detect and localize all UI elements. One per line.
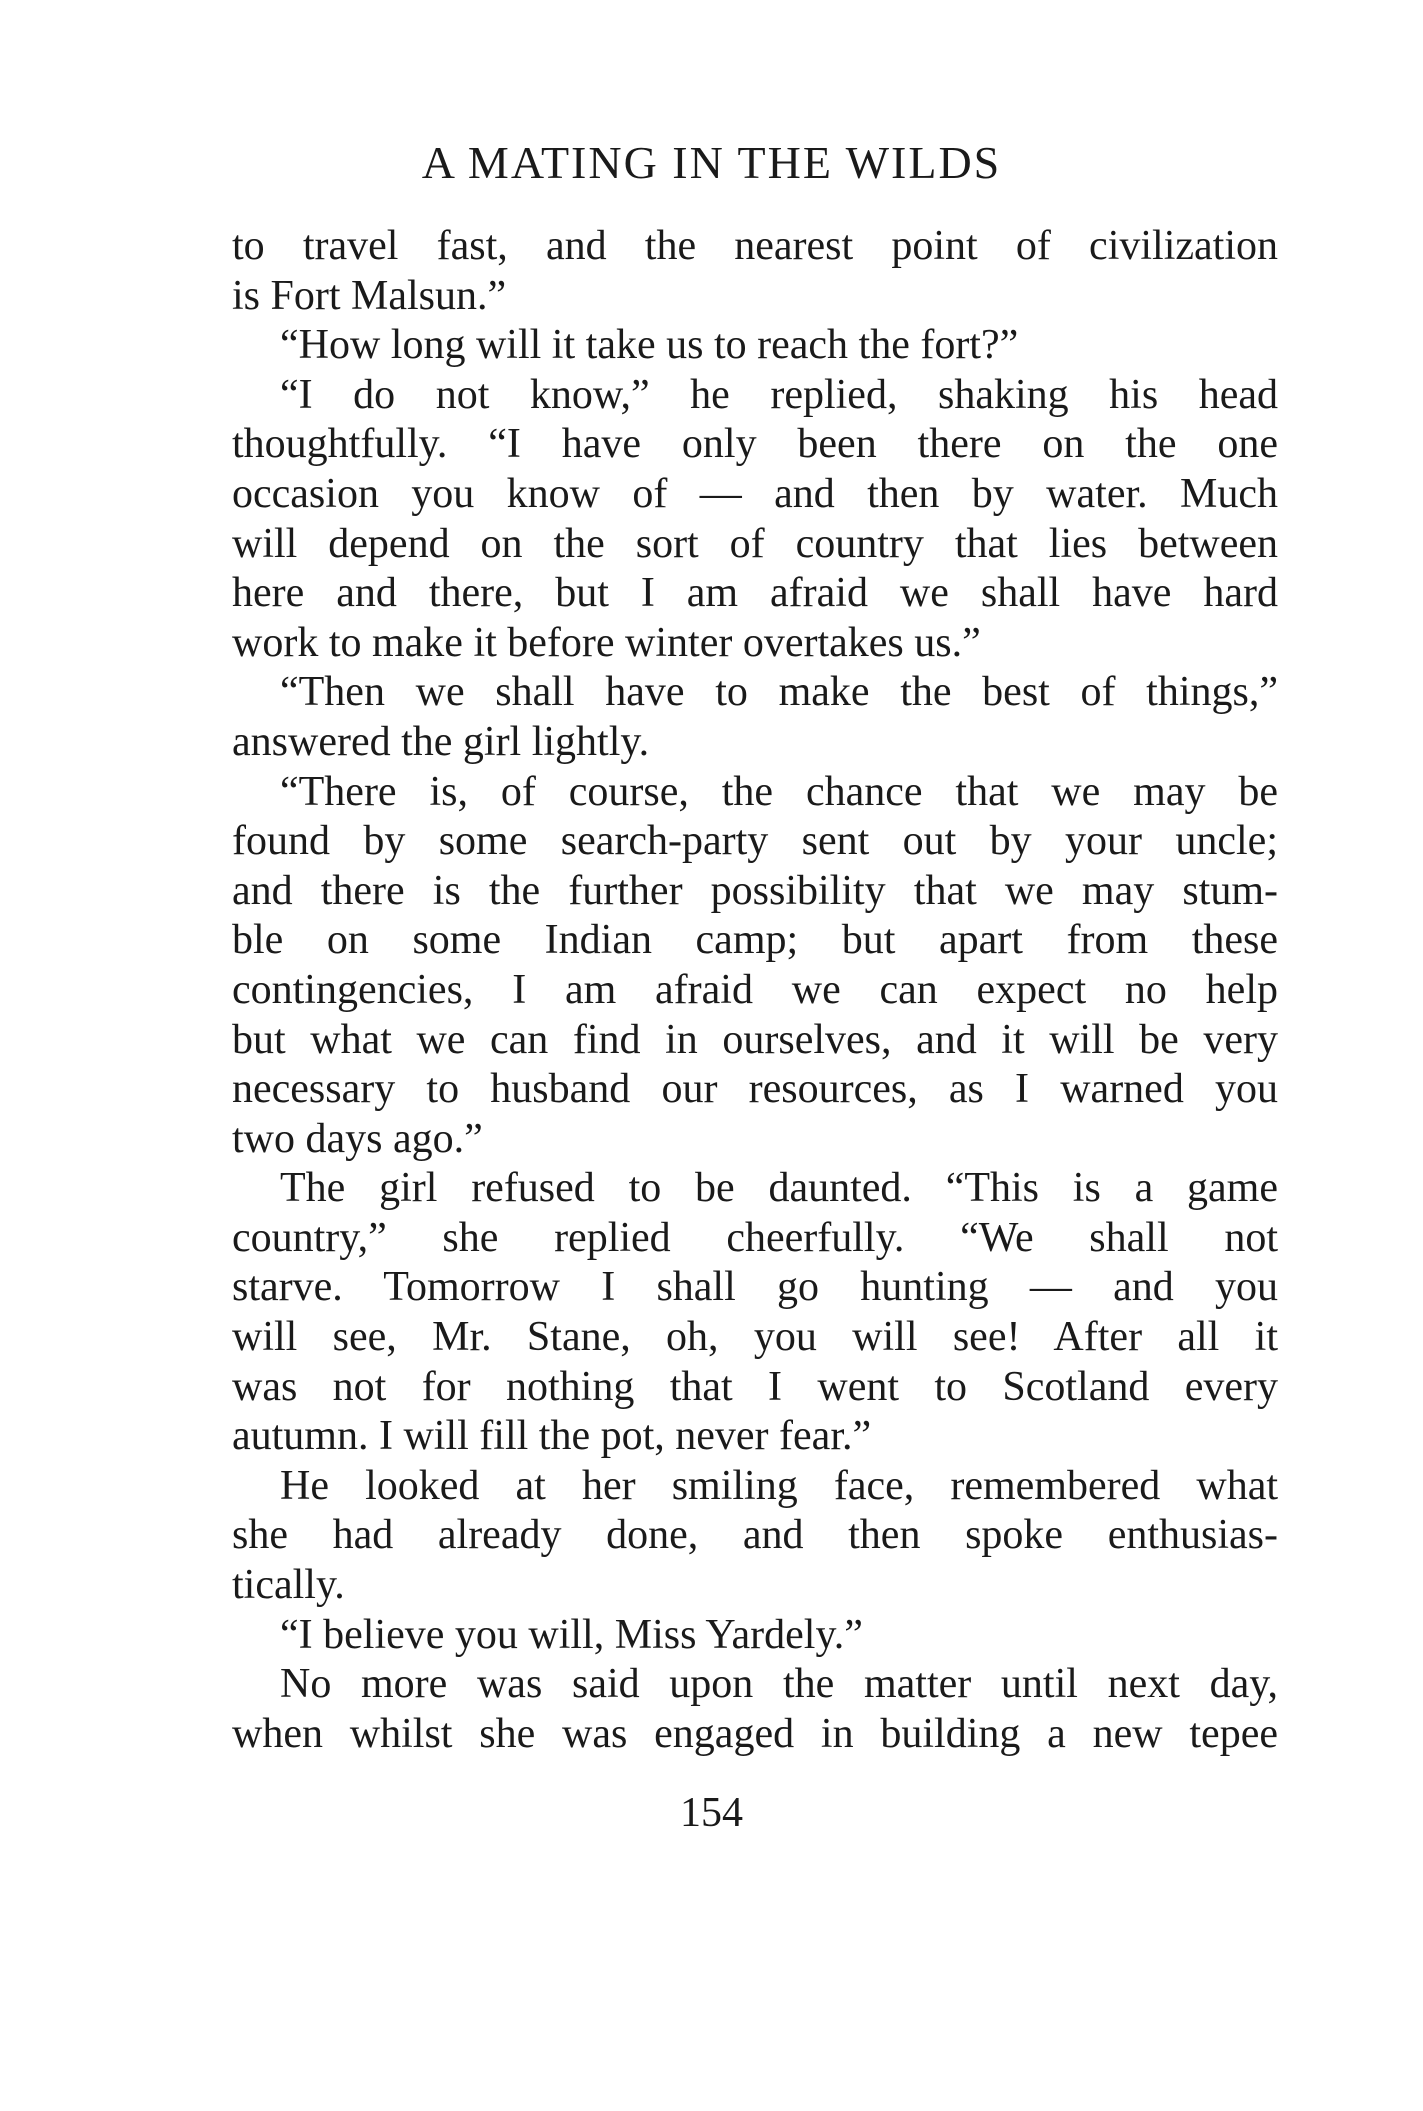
text-line: work to make it before winter overtakes us.” (232, 619, 981, 666)
page-number: 154 (680, 1790, 743, 1836)
text-line: will see, Mr. Stane, oh, you will see! After all it (232, 1314, 1278, 1361)
text-line: will depend on the sort of country that lies between (232, 520, 1278, 567)
text-line: here and there, but I am afraid we shall have hard (232, 570, 1278, 617)
text-line: occasion you know of — and then by water. Much (232, 470, 1278, 517)
text-line: to travel fast, and the nearest point of civilization (232, 223, 1278, 269)
text-line: No more was said upon the matter until next day, (280, 1661, 1278, 1708)
text-line: she had already done, and then spoke enthusias- (232, 1512, 1278, 1559)
text-line: but what we can find in ourselves, and it will be very (232, 1016, 1278, 1063)
text-line: necessary to husband our resources, as I warned you (232, 1066, 1278, 1113)
text-line: ble on some Indian camp; but apart from these (232, 917, 1278, 964)
text-line: “Then we shall have to make the best of things,” (280, 669, 1278, 716)
text-line: and there is the further possibility that we may stum- (232, 867, 1278, 914)
text-line: The girl refused to be daunted. “This is a game (280, 1165, 1278, 1212)
running-head: A MATING IN THE WILDS (421, 137, 1002, 188)
text-line: starve. Tomorrow I shall go hunting — and you (232, 1264, 1278, 1311)
text-line: tically. (232, 1562, 345, 1609)
text-line: answered the girl lightly. (232, 718, 650, 765)
text-line: is Fort Malsun.” (232, 272, 507, 319)
text-line: was not for nothing that I went to Scotland every (232, 1363, 1278, 1410)
body-text (232, 222, 1278, 1759)
text-line: autumn. I will fill the pot, never fear.” (232, 1413, 872, 1460)
text-line: “There is, of course, the chance that we may be (280, 768, 1278, 815)
text-line: thoughtfully. “I have only been there on the one (232, 421, 1278, 468)
text-line: found by some search-party sent out by your uncle; (232, 818, 1278, 865)
text-line: “I believe you will, Miss Yardely.” (280, 1611, 863, 1658)
text-line: two days ago.” (232, 1115, 483, 1162)
text-line: “I do not know,” he replied, shaking his head (280, 371, 1278, 418)
text-line: contingencies, I am afraid we can expect no help (232, 966, 1278, 1013)
text-line: country,” she replied cheerfully. “We shall not (232, 1214, 1278, 1261)
text-line: “How long will it take us to reach the fort?” (280, 322, 1019, 369)
text-line: He looked at her smiling face, remembered what (280, 1462, 1278, 1509)
text-line: when whilst she was engaged in building a new tepee (232, 1710, 1278, 1757)
